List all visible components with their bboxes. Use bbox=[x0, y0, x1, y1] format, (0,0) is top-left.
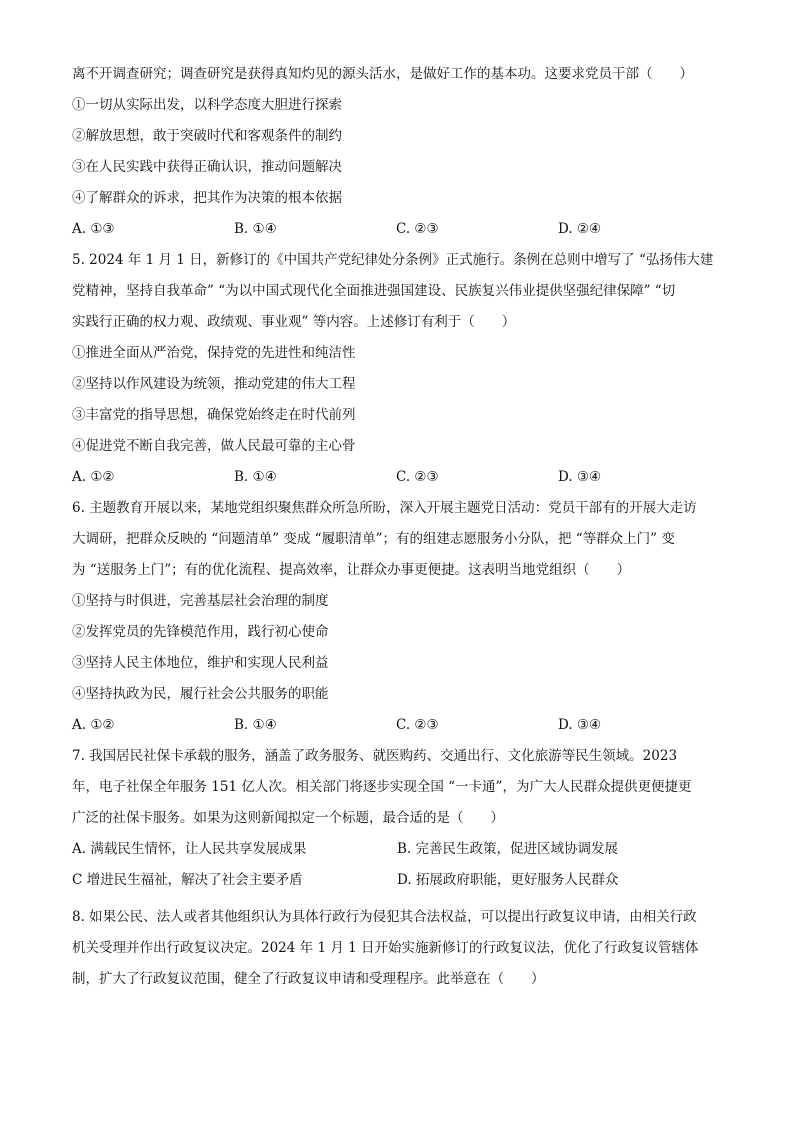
answer-options-row-1 bbox=[72, 837, 732, 868]
statement-3: ③坚持人民主体地位，维护和实现人民利益 bbox=[72, 655, 329, 671]
option-c[interactable]: C. ②③ bbox=[396, 469, 439, 485]
question-stem-line: 8. 如果公民、法人或者其他组织认为具体行政行为侵犯其合法权益，可以提出行政复议申请，由相关行政 bbox=[72, 909, 697, 925]
question-stem-line: 6. 主题教育开展以来，某地党组织聚焦群众所急所盼，深入开展主题党日活动：党员干部有的开展大走访 bbox=[72, 500, 697, 516]
question-stem-line: 5. 2024 年 1 月 1 日，新修订的《中国共产党纪律处分条例》正式施行。条例在总则中增写了 “弘扬伟大建 bbox=[72, 252, 714, 268]
option-a[interactable]: A. ①② bbox=[72, 717, 115, 733]
question-8 bbox=[72, 905, 732, 998]
option-b[interactable]: B. ①④ bbox=[234, 717, 277, 733]
option-a[interactable]: A. ①② bbox=[72, 469, 115, 485]
answer-options bbox=[72, 465, 732, 496]
statement-3: ③在人民实践中获得正确认识，推动问题解决 bbox=[72, 159, 342, 175]
option-d[interactable]: D. ③④ bbox=[558, 717, 602, 733]
question-7 bbox=[72, 744, 732, 899]
question-stem-line: 机关受理并作出行政复议决定。2024 年 1 月 1 日开始实施新修订的行政复议法，优化了行政复议管辖体 bbox=[72, 940, 699, 956]
statement-4: ④坚持执政为民，履行社会公共服务的职能 bbox=[72, 686, 329, 702]
statement-2: ②发挥党员的先锋模范作用，践行初心使命 bbox=[72, 624, 329, 640]
statement-4: ④了解群众的诉求，把其作为决策的根本依据 bbox=[72, 190, 342, 206]
option-b[interactable]: B. ①④ bbox=[234, 469, 277, 485]
statement-1: ①推进全面从严治党，保持党的先进性和纯洁性 bbox=[72, 345, 356, 361]
option-d[interactable]: D. 拓展政府职能，更好服务人民群众 bbox=[397, 872, 619, 888]
statement-1: ①一切从实际出发，以科学态度大胆进行探索 bbox=[72, 97, 342, 113]
answer-options bbox=[72, 713, 732, 744]
question-stem-line: 7. 我国居民社保卡承载的服务，涵盖了政务服务、就医购药、交通出行、文化旅游等民生领域。2023 bbox=[72, 748, 678, 764]
option-c[interactable]: C 增进民生福祉，解决了社会主要矛盾 bbox=[72, 872, 303, 888]
question-stem-line: 年，电子社保全年服务 151 亿人次。相关部门将逐步实现全国 “一卡通”，为广大人民群众提供更便捷更 bbox=[72, 779, 692, 795]
statement-3: ③丰富党的指导思想，确保党始终走在时代前列 bbox=[72, 407, 356, 423]
question-stem: 离不开调查研究；调查研究是获得真知灼见的源头活水，是做好工作的基本功。这要求党员干部（ ） bbox=[72, 66, 693, 82]
question-stem-line: 实践行正确的权力观、政绩观、事业观” 等内容。上述修订有利于（ ） bbox=[72, 314, 516, 330]
option-d[interactable]: D. ②④ bbox=[558, 221, 602, 237]
answer-options-row-2 bbox=[72, 868, 732, 899]
statement-2: ②坚持以作风建设为统领，推动党建的伟大工程 bbox=[72, 376, 356, 392]
exam-page bbox=[72, 62, 732, 998]
question-stem-line: 广泛的社保卡服务。如果为这则新闻拟定一个标题，最合适的是（ ） bbox=[72, 810, 504, 826]
option-c[interactable]: C. ②③ bbox=[396, 717, 439, 733]
question-stem-line: 党精神，坚持自我革命” “为以中国式现代化全面推进强国建设、民族复兴伟业提供坚强纪律保障” “切 bbox=[72, 283, 676, 299]
option-b[interactable]: B. ①④ bbox=[234, 221, 277, 237]
question-stem-line: 为 “送服务上门”；有的优化流程、提高效率，让群众办事更便捷。这表明当地党组织（ ） bbox=[72, 562, 631, 578]
question-4 bbox=[72, 62, 732, 248]
statement-4: ④促进党不断自我完善，做人民最可靠的主心骨 bbox=[72, 438, 356, 454]
question-stem-line: 制，扩大了行政复议范围，健全了行政复议申请和受理程序。此举意在（ ） bbox=[72, 971, 545, 987]
statement-1: ①坚持与时俱进，完善基层社会治理的制度 bbox=[72, 593, 329, 609]
option-c[interactable]: C. ②③ bbox=[396, 221, 439, 237]
option-a[interactable]: A. ①③ bbox=[72, 221, 115, 237]
question-5 bbox=[72, 248, 732, 496]
question-6 bbox=[72, 496, 732, 744]
option-a[interactable]: A. 满载民生情怀，让人民共享发展成果 bbox=[72, 841, 307, 857]
option-b[interactable]: B. 完善民生政策，促进区域协调发展 bbox=[397, 841, 619, 857]
answer-options bbox=[72, 217, 732, 248]
question-stem-line: 大调研，把群众反映的 “问题清单” 变成 “履职清单”；有的组建志愿服务小分队，把 “等群众上门” 变 bbox=[72, 531, 675, 547]
option-d[interactable]: D. ③④ bbox=[558, 469, 602, 485]
statement-2: ②解放思想，敢于突破时代和客观条件的制约 bbox=[72, 128, 342, 144]
